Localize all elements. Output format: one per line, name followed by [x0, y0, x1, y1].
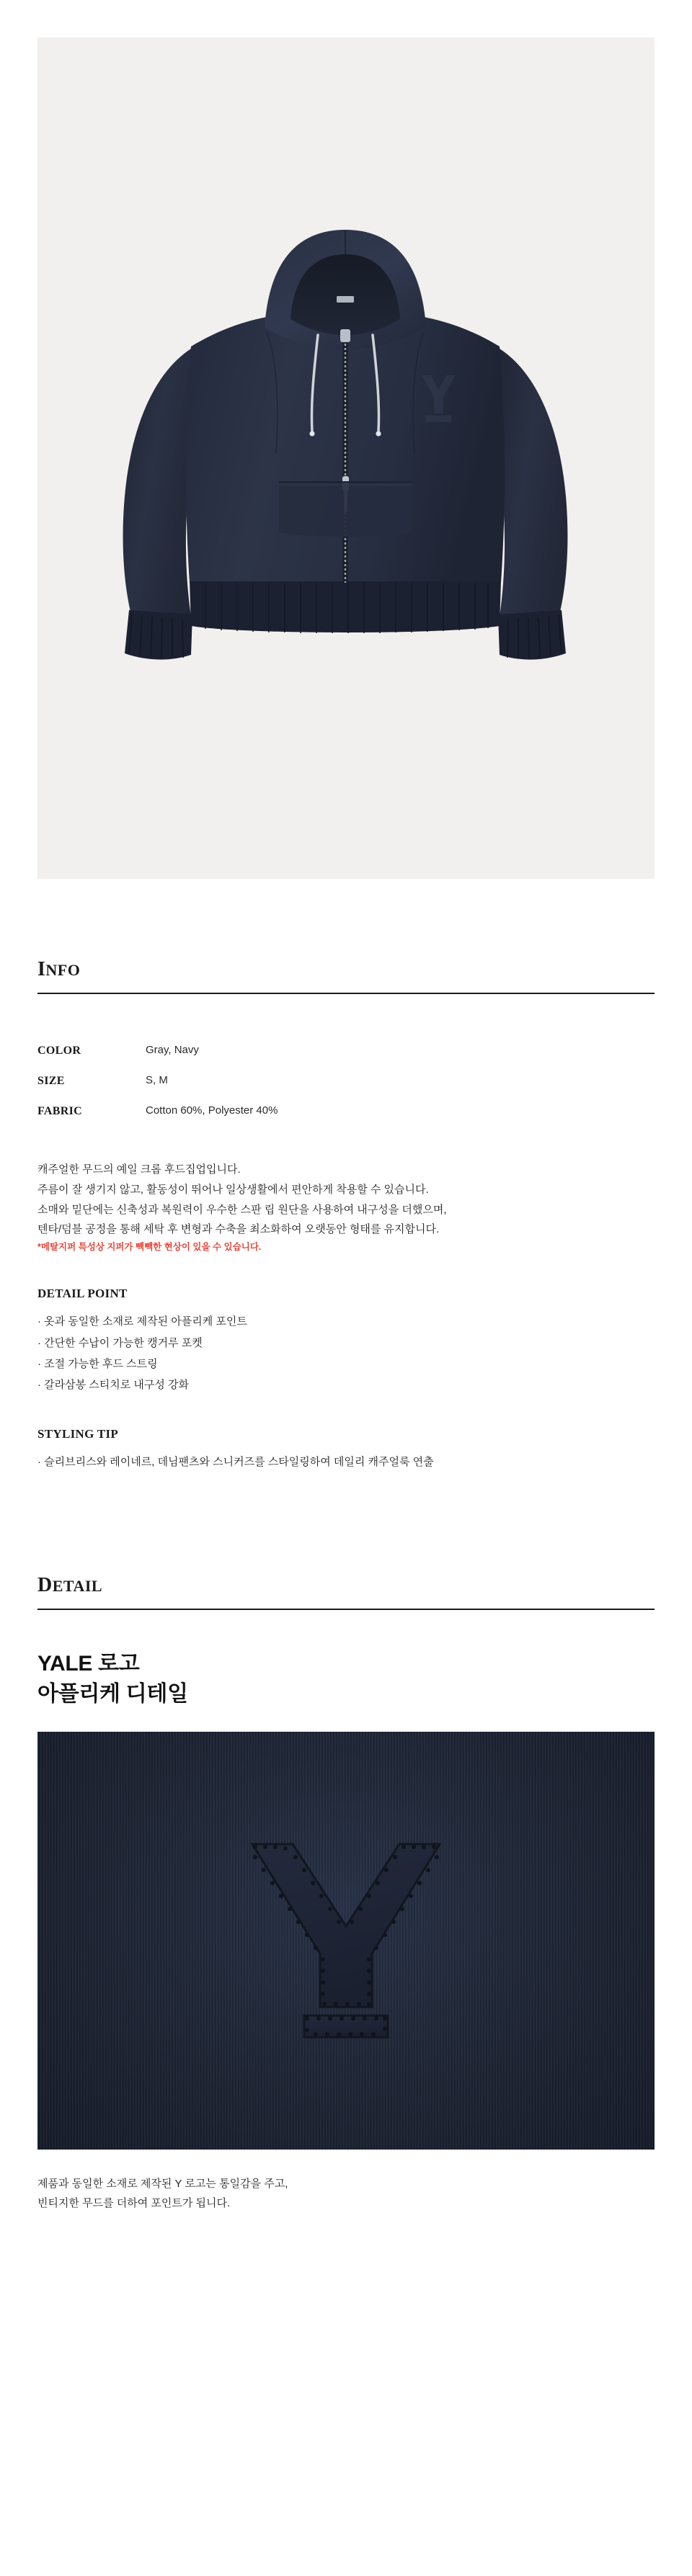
description-line-4: 텐타/덤블 공정을 통해 세탁 후 변형과 수축을 최소화하여 오랫동안 형태를 유지합니다. — [37, 1223, 440, 1236]
styling-tip-list — [37, 1452, 655, 1472]
yale-y-applique-icon — [223, 1818, 469, 2063]
detail-point-list — [37, 1311, 655, 1395]
product-detail-page — [0, 37, 692, 2576]
detail-heading-rest: ETAIL — [52, 1576, 103, 1595]
spec-label-color: COLOR — [37, 1045, 81, 1057]
list-item: · 조절 가능한 후드 스트링 — [37, 1357, 158, 1370]
navy-zip-up-hoodie-illustration — [83, 194, 609, 756]
detail-caption — [37, 2174, 655, 2214]
yale-logo-applique-closeup — [37, 1732, 655, 2150]
spec-value-size: S, M — [146, 1074, 168, 1086]
list-item: · 간단한 수납이 가능한 캥거루 포켓 — [37, 1336, 203, 1349]
product-description — [37, 1160, 655, 1255]
list-item: · 옷과 동일한 소재로 제작된 아플리케 포인트 — [37, 1315, 247, 1328]
detail-title-line-2: 아플리케 디테일 — [37, 1682, 188, 1707]
spec-label-size: SIZE — [37, 1075, 65, 1087]
detail-title — [37, 1649, 655, 1710]
spec-label-fabric: FABRIC — [37, 1105, 82, 1117]
detail-caption-line-2: 빈티지한 무드를 더하여 포인트가 됩니다. — [37, 2197, 231, 2210]
detail-point-title: DETAIL POINT — [37, 1287, 128, 1301]
info-heading-rest: NFO — [45, 961, 81, 979]
info-section-heading — [37, 958, 655, 994]
description-line-1: 캐주얼한 무드의 예일 크롭 후드집업입니다. — [37, 1163, 241, 1176]
table-row — [37, 1036, 655, 1066]
spec-value-color: Gray, Navy — [146, 1044, 199, 1056]
hero-product-image — [37, 37, 655, 879]
table-row — [37, 1096, 655, 1127]
detail-heading-initial: D — [37, 1573, 53, 1596]
detail-title-line-1: YALE 로고 — [37, 1651, 140, 1676]
page-bottom-spacer — [0, 2214, 692, 2300]
list-item: · 갈라삼봉 스티치로 내구성 강화 — [37, 1379, 190, 1391]
description-line-2: 주름이 잘 생기지 않고, 활동성이 뛰어나 일상생활에서 편안하게 착용할 수 있습니다. — [37, 1183, 429, 1196]
spec-table — [37, 1036, 655, 1127]
styling-tip-title: STYLING TIP — [37, 1427, 119, 1441]
list-item: · 슬리브리스와 레이네르, 데님팬츠와 스니커즈를 스타일링하여 데일리 캐주얼룩 연출 — [37, 1456, 434, 1469]
detail-section-heading — [37, 1574, 655, 1610]
zipper-notice: *메탈지퍼 특성상 지퍼가 빽빽한 현상이 있을 수 있습니다. — [37, 1242, 262, 1252]
description-line-3: 소매와 밑단에는 신축성과 복원력이 우수한 스판 립 원단을 사용하여 내구성을 더했으며, — [37, 1203, 447, 1216]
spec-value-fabric: Cotton 60%, Polyester 40% — [146, 1104, 278, 1117]
table-row — [37, 1066, 655, 1096]
info-heading-initial: I — [37, 958, 46, 980]
detail-caption-line-1: 제품과 동일한 소재로 제작된 Y 로고는 통일감을 주고, — [37, 2177, 288, 2190]
